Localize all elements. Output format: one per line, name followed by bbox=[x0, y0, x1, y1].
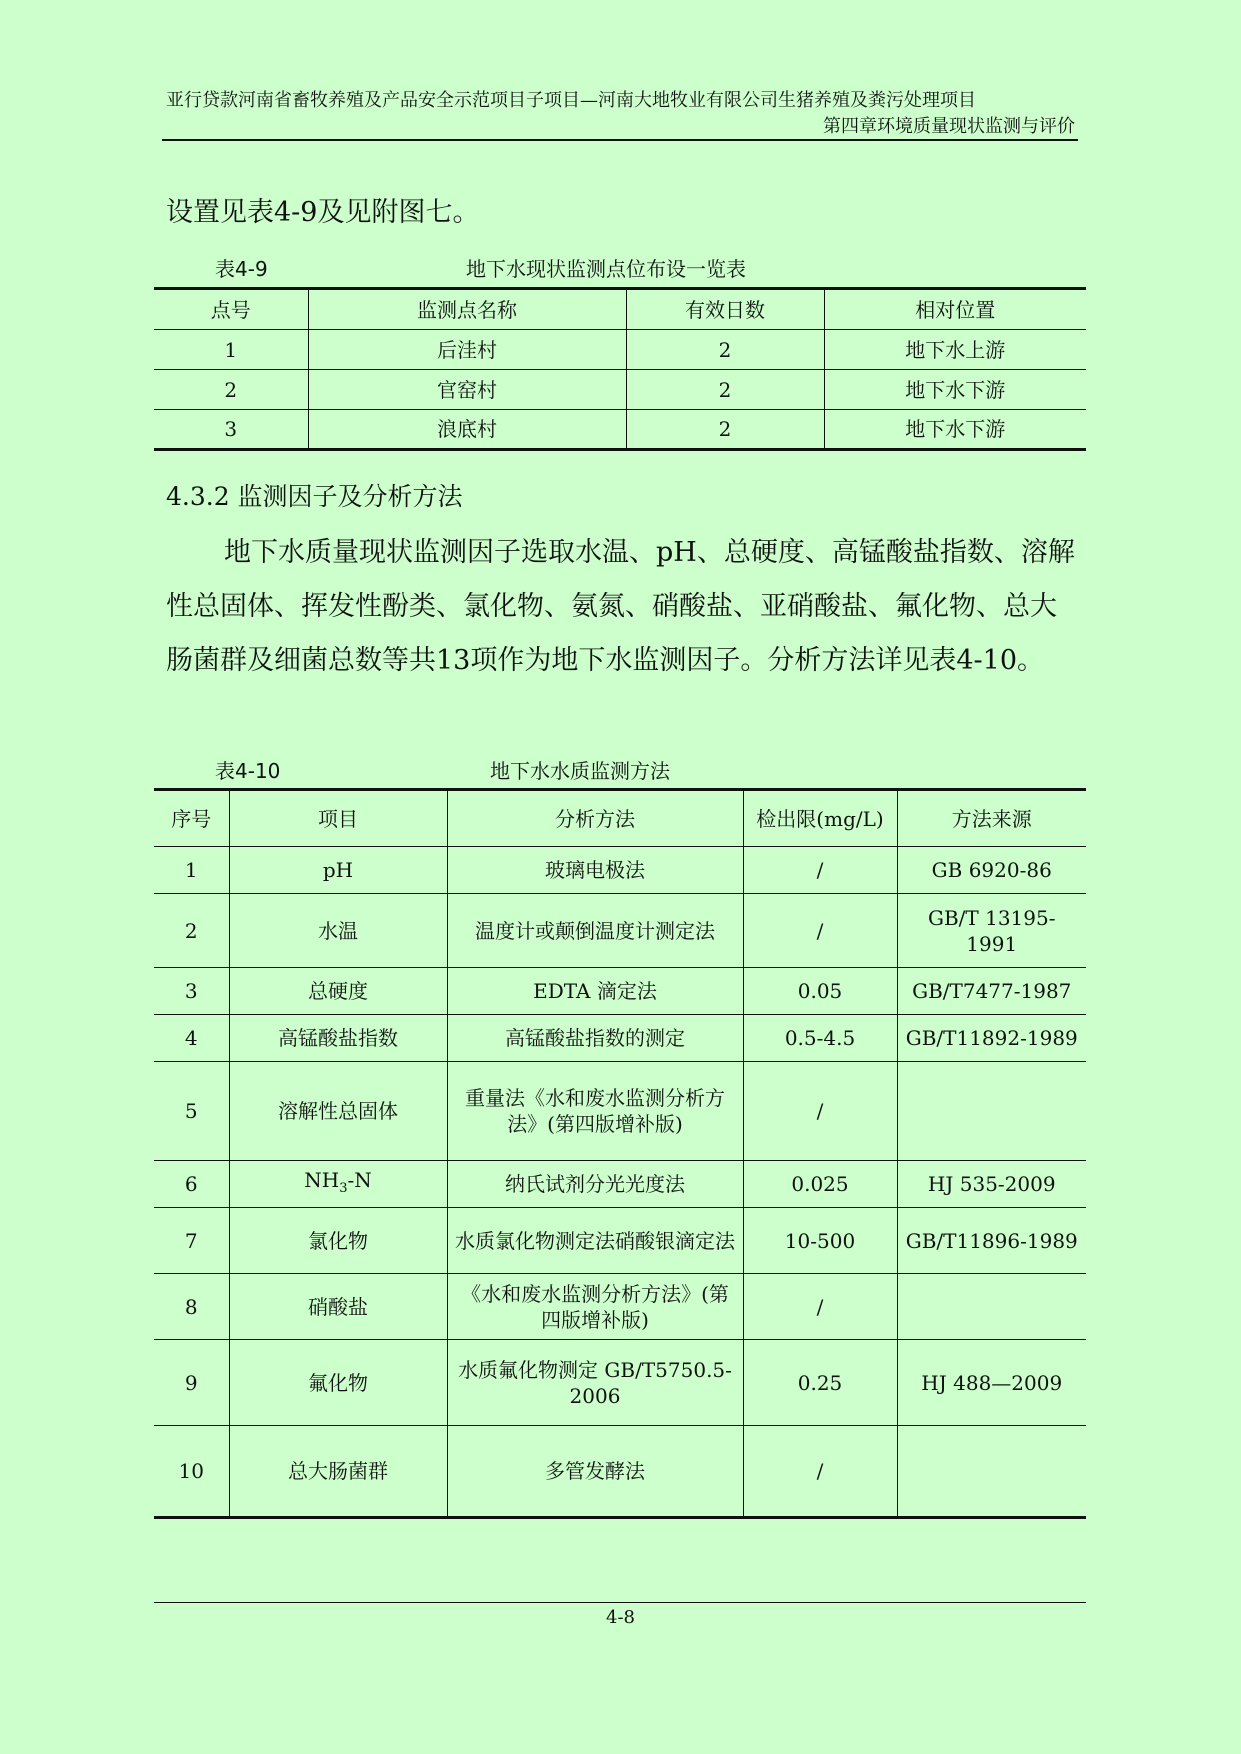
table-cell: 10-500 bbox=[743, 1208, 897, 1274]
table-cell bbox=[897, 1426, 1086, 1518]
table-cell: 地下水下游 bbox=[824, 370, 1086, 410]
table2-column-header: 分析方法 bbox=[447, 790, 743, 847]
table-cell: 总硬度 bbox=[229, 968, 447, 1015]
table-cell: 重量法《水和废水监测分析方法》(第四版增补版) bbox=[447, 1062, 743, 1161]
table-cell: 10 bbox=[154, 1426, 229, 1518]
table-cell: 高锰酸盐指数的测定 bbox=[447, 1015, 743, 1062]
table-cell: 0.025 bbox=[743, 1161, 897, 1208]
table1-column-header: 监测点名称 bbox=[308, 289, 626, 330]
table-row bbox=[154, 370, 1086, 410]
table-row bbox=[154, 1161, 1086, 1208]
table-cell: 《水和废水监测分析方法》(第四版增补版) bbox=[447, 1274, 743, 1340]
table-cell: 2 bbox=[626, 330, 824, 370]
table-cell: 官窑村 bbox=[308, 370, 626, 410]
table-cell: 2 bbox=[626, 370, 824, 410]
table-cell: / bbox=[743, 1274, 897, 1340]
body-paragraph-text: 地下水质量现状监测因子选取水温、pH、总硬度、高锰酸盐指数、溶解性总固体、挥发性酚类、氯化物、氨氮、硝酸盐、亚硝酸盐、氟化物、总大肠菌群及细菌总数等共13项作为地下水监测因子。分析方法详见表4-10。 bbox=[166, 537, 1075, 676]
table1-caption-title: 地下水现状监测点位布设一览表 bbox=[466, 257, 746, 281]
table-cell: 0.5-4.5 bbox=[743, 1015, 897, 1062]
table-row bbox=[154, 968, 1086, 1015]
table-cell: 氯化物 bbox=[229, 1208, 447, 1274]
table-cell: 水质氯化物测定法硝酸银滴定法 bbox=[447, 1208, 743, 1274]
table2-column-header: 序号 bbox=[154, 790, 229, 847]
table2-column-header: 项目 bbox=[229, 790, 447, 847]
table-cell: / bbox=[743, 847, 897, 894]
table-row bbox=[154, 1015, 1086, 1062]
table-cell: GB/T11896-1989 bbox=[897, 1208, 1086, 1274]
table-row bbox=[154, 410, 1086, 450]
intro-line: 设置见表4-9及见附图七。 bbox=[166, 197, 480, 228]
table-row bbox=[154, 1208, 1086, 1274]
table-cell: pH bbox=[229, 847, 447, 894]
table-cell: $NH_3-N$ bbox=[229, 1161, 447, 1208]
table1-header-row bbox=[154, 289, 1086, 330]
footer-rule bbox=[154, 1602, 1086, 1603]
table-row bbox=[154, 330, 1086, 370]
table2-header-row bbox=[154, 790, 1086, 847]
table-cell: 1 bbox=[154, 847, 229, 894]
table1-column-header: 相对位置 bbox=[824, 289, 1086, 330]
table-cell: 7 bbox=[154, 1208, 229, 1274]
table-cell: 2 bbox=[154, 894, 229, 968]
table-row bbox=[154, 894, 1086, 968]
table-cell: EDTA 滴定法 bbox=[447, 968, 743, 1015]
table-cell: 水温 bbox=[229, 894, 447, 968]
table-cell: 硝酸盐 bbox=[229, 1274, 447, 1340]
table-cell: 6 bbox=[154, 1161, 229, 1208]
table-cell: 9 bbox=[154, 1340, 229, 1426]
table-cell: / bbox=[743, 1062, 897, 1161]
page-number: 4-8 bbox=[606, 1607, 635, 1628]
table-cell: / bbox=[743, 1426, 897, 1518]
table-cell: 总大肠菌群 bbox=[229, 1426, 447, 1518]
table-cell: GB 6920-86 bbox=[897, 847, 1086, 894]
table-row bbox=[154, 1340, 1086, 1426]
table-cell: 溶解性总固体 bbox=[229, 1062, 447, 1161]
table-row bbox=[154, 1426, 1086, 1518]
header-rule bbox=[162, 139, 1078, 141]
table-cell: 3 bbox=[154, 968, 229, 1015]
table2-column-header: 方法来源 bbox=[897, 790, 1086, 847]
table2-caption-number: 表4-10 bbox=[215, 759, 281, 783]
table-cell: 玻璃电极法 bbox=[447, 847, 743, 894]
running-header-title: 亚行贷款河南省畜牧养殖及产品安全示范项目子项目—河南大地牧业有限公司生猪养殖及粪污处理项目 bbox=[166, 90, 976, 111]
table-cell: / bbox=[743, 894, 897, 968]
table-cell: 2 bbox=[154, 370, 308, 410]
monitoring-points-table bbox=[154, 287, 1086, 451]
table1-column-header: 点号 bbox=[154, 289, 308, 330]
table1-column-header: 有效日数 bbox=[626, 289, 824, 330]
table-cell bbox=[897, 1062, 1086, 1161]
monitoring-methods-table bbox=[154, 788, 1086, 1519]
table-row bbox=[154, 847, 1086, 894]
table-cell: 高锰酸盐指数 bbox=[229, 1015, 447, 1062]
table-cell: 1 bbox=[154, 330, 308, 370]
table2-caption-title: 地下水水质监测方法 bbox=[490, 759, 670, 783]
table-cell: 5 bbox=[154, 1062, 229, 1161]
section-heading: 4.3.2 监测因子及分析方法 bbox=[166, 482, 463, 511]
table-cell: 后洼村 bbox=[308, 330, 626, 370]
table-cell: HJ 535-2009 bbox=[897, 1161, 1086, 1208]
table-cell: 氟化物 bbox=[229, 1340, 447, 1426]
table-cell: 温度计或颠倒温度计测定法 bbox=[447, 894, 743, 968]
table-cell: 8 bbox=[154, 1274, 229, 1340]
table-row bbox=[154, 1274, 1086, 1340]
table-cell: 地下水下游 bbox=[824, 410, 1086, 450]
table1-caption-number: 表4-9 bbox=[215, 257, 268, 281]
table-cell: 水质氟化物测定 GB/T5750.5-2006 bbox=[447, 1340, 743, 1426]
table-cell: 0.05 bbox=[743, 968, 897, 1015]
running-header-chapter: 第四章环境质量现状监测与评价 bbox=[823, 116, 1075, 137]
body-paragraph bbox=[166, 526, 1076, 688]
table-cell: 3 bbox=[154, 410, 308, 450]
table-cell: HJ 488—2009 bbox=[897, 1340, 1086, 1426]
table-cell: 4 bbox=[154, 1015, 229, 1062]
table-cell: 0.25 bbox=[743, 1340, 897, 1426]
table-cell: GB/T11892-1989 bbox=[897, 1015, 1086, 1062]
table-cell bbox=[897, 1274, 1086, 1340]
table-cell: 多管发酵法 bbox=[447, 1426, 743, 1518]
table2-column-header: 检出限(mg/L) bbox=[743, 790, 897, 847]
table-cell: 纳氏试剂分光光度法 bbox=[447, 1161, 743, 1208]
table-cell: 2 bbox=[626, 410, 824, 450]
table-cell: GB/T 13195-1991 bbox=[897, 894, 1086, 968]
table-row bbox=[154, 1062, 1086, 1161]
table-cell: GB/T7477-1987 bbox=[897, 968, 1086, 1015]
table-cell: 浪底村 bbox=[308, 410, 626, 450]
table-cell: 地下水上游 bbox=[824, 330, 1086, 370]
